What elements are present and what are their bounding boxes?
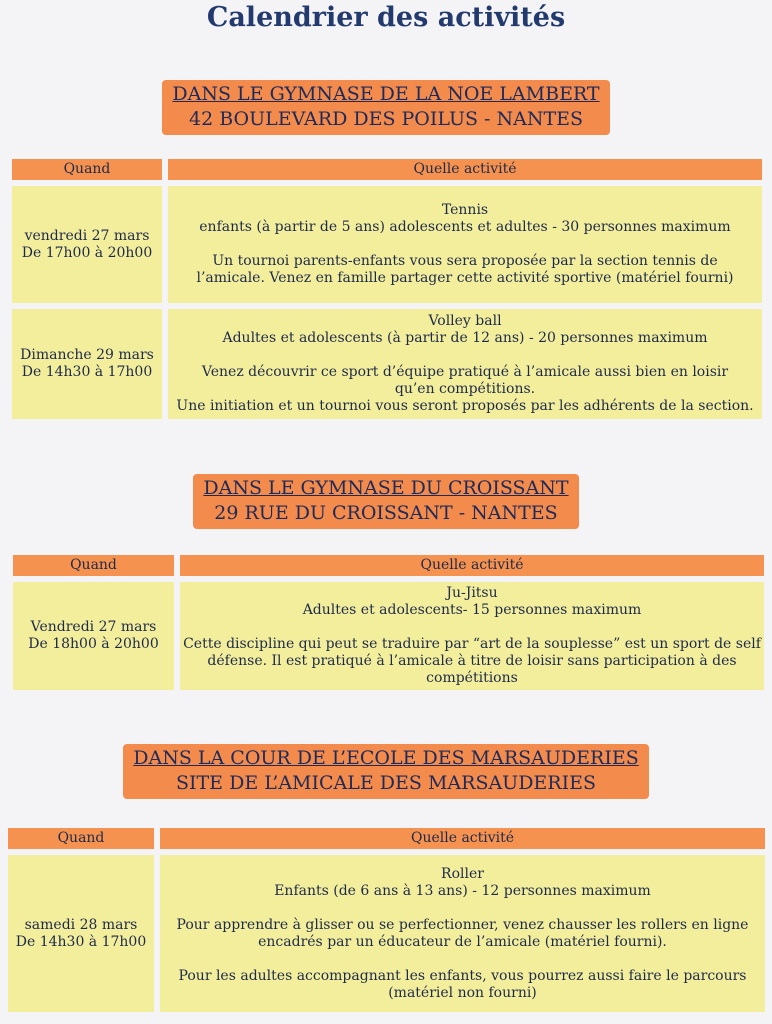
column-header-when: Quand (8, 828, 154, 849)
activity-audience: Adultes et adolescents- 15 personnes maximum (302, 602, 642, 618)
activity-cell (180, 582, 764, 690)
activity-cell (160, 855, 765, 1012)
activity-description: Pour apprendre à glisser ou se perfectionner, venez chausser les rollers en ligne encadrés par un éducateur de l’amicale (matériel fourni). (176, 916, 749, 950)
column-header-when: Quand (13, 555, 174, 576)
activity-audience: Adultes et adolescents (à partir de 12 ans) - 20 personnes maximum (222, 330, 708, 346)
venue-banner (193, 474, 578, 529)
activity-name: Ju-Jitsu (446, 585, 498, 601)
activity-time: De 17h00 à 20h00 (21, 244, 153, 261)
schedule-cell (12, 309, 162, 419)
venue-header (0, 474, 772, 529)
activity-cell (168, 309, 762, 419)
venue-banner (162, 80, 609, 135)
activity-audience: enfants (à partir de 5 ans) adolescents et adultes - 30 personnes maximum (199, 219, 731, 235)
schedule-cell (8, 855, 154, 1012)
column-header-when: Quand (12, 159, 162, 180)
column-header-activity: Quelle activité (168, 159, 762, 180)
venue-name: DANS LE GYMNASE DU CROISSANT (203, 477, 569, 499)
column-header-activity: Quelle activité (160, 828, 765, 849)
activity-description: Venez découvrir ce sport d’équipe pratiqué à l’amicale aussi bien en loisir qu’en compétitions. (201, 364, 729, 397)
activity-time: De 14h30 à 17h00 (15, 933, 147, 950)
activity-audience: Enfants (de 6 ans à 13 ans) - 12 personnes maximum (274, 882, 651, 899)
activity-description: Cette discipline qui peut se traduire par “art de la souplesse” est un sport de self défense. Il est pratiqué à l’amicale à titre de loisir sans participation à des compétitions (183, 636, 761, 686)
venue-header (0, 80, 772, 135)
activity-time: De 14h30 à 17h00 (21, 364, 153, 380)
activity-time: De 18h00 à 20h00 (28, 636, 159, 652)
venue-name: DANS LE GYMNASE DE LA NOE LAMBERT (172, 83, 600, 105)
activity-day: Dimanche 29 mars (20, 347, 154, 363)
activity-name: Roller (441, 865, 484, 882)
column-header-activity: Quelle activité (180, 555, 764, 576)
schedule-cell (13, 582, 174, 690)
venue-header (0, 744, 772, 799)
venue-banner (123, 744, 648, 799)
activity-name: Volley ball (428, 313, 502, 329)
activity-description: Un tournoi parents-enfants vous sera proposée par la section tennis de l’amicale. Venez en famille partager cette activité sportive (matériel fourni) (196, 253, 734, 286)
activity-description-extra: Pour les adultes accompagnant les enfants, vous pourrez aussi faire le parcours (matériel non fourni) (178, 967, 747, 1001)
schedule-cell (12, 186, 162, 303)
venue-address: SITE DE L’AMICALE DES MARSAUDERIES (175, 772, 596, 794)
activity-cell (168, 186, 762, 303)
venue-address: 42 BOULEVARD DES POILUS - NANTES (189, 108, 583, 130)
activity-day: samedi 28 mars (24, 916, 138, 933)
activity-description-extra: Une initiation et un tournoi vous seront proposés par les adhérents de la section. (176, 398, 754, 414)
activity-name: Tennis (441, 202, 489, 218)
activity-day: vendredi 27 mars (24, 227, 150, 244)
venue-name: DANS LA COUR DE L’ECOLE DES MARSAUDERIES (133, 747, 639, 769)
venue-address: 29 RUE DU CROISSANT - NANTES (214, 502, 558, 524)
activity-day: Vendredi 27 mars (30, 619, 157, 635)
page-title: Calendrier des activités (206, 2, 566, 33)
